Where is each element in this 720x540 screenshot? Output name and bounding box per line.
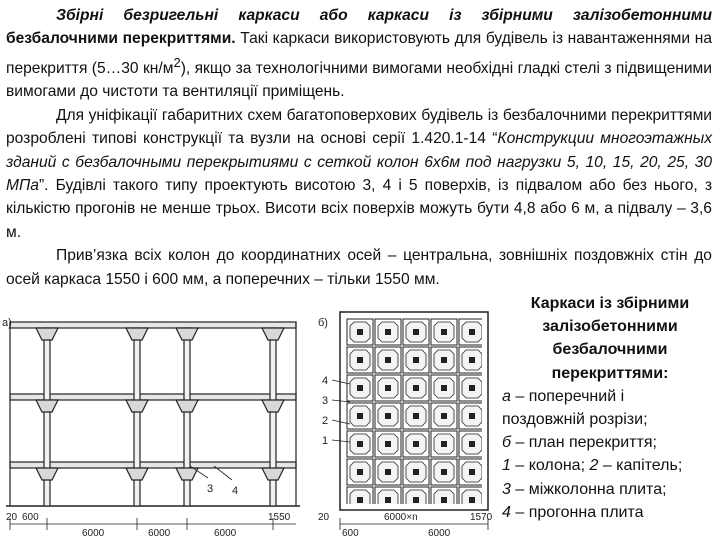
plan-dimensions (318, 512, 493, 539)
plan-grid (346, 318, 482, 504)
svg-text:4: 4 (322, 375, 329, 387)
paragraph-1-text-end: ), якщо за технологічними вимогами необхідні гладкі стелі з підвищеними вимогами до чистоти та вентиляції приміщень. (6, 60, 712, 101)
caption-item-4: 4 – прогонна плита (502, 503, 644, 521)
paragraph-3-text: Прив’язка всіх колон до координатних осей – центральна, зовнішніх поздовжніх стін до осей каркаса 1550 і 600 мм, а поперечних – тільки 1550 мм. (6, 247, 712, 288)
svg-text:20: 20 (318, 512, 330, 523)
paragraph-2 (6, 104, 712, 244)
svg-text:6000: 6000 (82, 528, 105, 539)
section-label-4: 4 (232, 485, 239, 497)
term-beamless: безбалочними перекриттями. (6, 30, 236, 48)
term-frameless: Збірні безригельні каркаси або каркаси із збірними залізобетонними (56, 7, 712, 24)
paragraph-2-text-a: Для уніфікації габаритних схем багатоповерхових будівель із безбалочними перекриттями розроблені типові конструкції та вузли на основі серії 1.420.1-14 “ (6, 106, 712, 148)
section-label-3: 3 (207, 483, 214, 495)
svg-text:600: 600 (22, 512, 39, 523)
capitals (36, 328, 284, 480)
caption-item-b: б – план перекриття; (502, 434, 657, 452)
svg-text:6000: 6000 (214, 528, 237, 539)
figure-caption (502, 292, 718, 524)
svg-text:1550: 1550 (268, 512, 291, 523)
caption-item-1-2: 1 – колона; 2 – капітель; (502, 457, 683, 475)
frame-drawings (0, 302, 500, 540)
svg-text:600: 600 (342, 528, 359, 539)
svg-text:6000×n: 6000×n (384, 512, 418, 523)
section-drawing (6, 322, 300, 530)
columns (44, 328, 276, 506)
body-text (6, 4, 712, 291)
paragraph-2-text-b: ”. Будівлі такого типу проектують висотою 3, 4 і 5 поверхів, із підвалом або без нього, з кількістю прогонів не менше трьох. Висоти всіх поверхів можуть бути 4,8 або 6 м, а підвалу – 3,6 м. (6, 177, 712, 241)
svg-text:1570: 1570 (470, 512, 493, 523)
caption-item-3: 3 – міжколонна плита; (502, 480, 667, 498)
label-a: а) (2, 317, 12, 329)
plan-drawing (332, 312, 488, 530)
caption-title: Каркаси із збірними залізобетонними безбалочними перекриттями: (530, 295, 690, 382)
svg-text:1: 1 (322, 435, 329, 447)
svg-text:2: 2 (322, 415, 329, 427)
paragraph-1-text: Такі каркаси використовують для будівель із навантаженнями на перекриття (5…30 кн/м (6, 30, 712, 77)
svg-text:3: 3 (322, 395, 329, 407)
svg-text:20: 20 (6, 512, 18, 523)
label-b: б) (318, 317, 328, 329)
series-title: Конструкции многоэтажных зданий с безбалочными перекрытиями с сеткой колон 6х6м под нагрузки 5, 10, 15, 20, 25, 30 МПа (6, 130, 712, 195)
caption-item-a-cont: поздовжній розрізи; (502, 411, 648, 429)
caption-item-a: а – поперечний і (502, 387, 625, 405)
svg-text:6000: 6000 (428, 528, 451, 539)
paragraph-1 (6, 4, 712, 104)
paragraph-3 (6, 244, 712, 291)
plan-labels (322, 375, 328, 447)
superscript: 2 (173, 54, 181, 70)
svg-text:6000: 6000 (148, 528, 171, 539)
section-dimensions (6, 512, 291, 539)
